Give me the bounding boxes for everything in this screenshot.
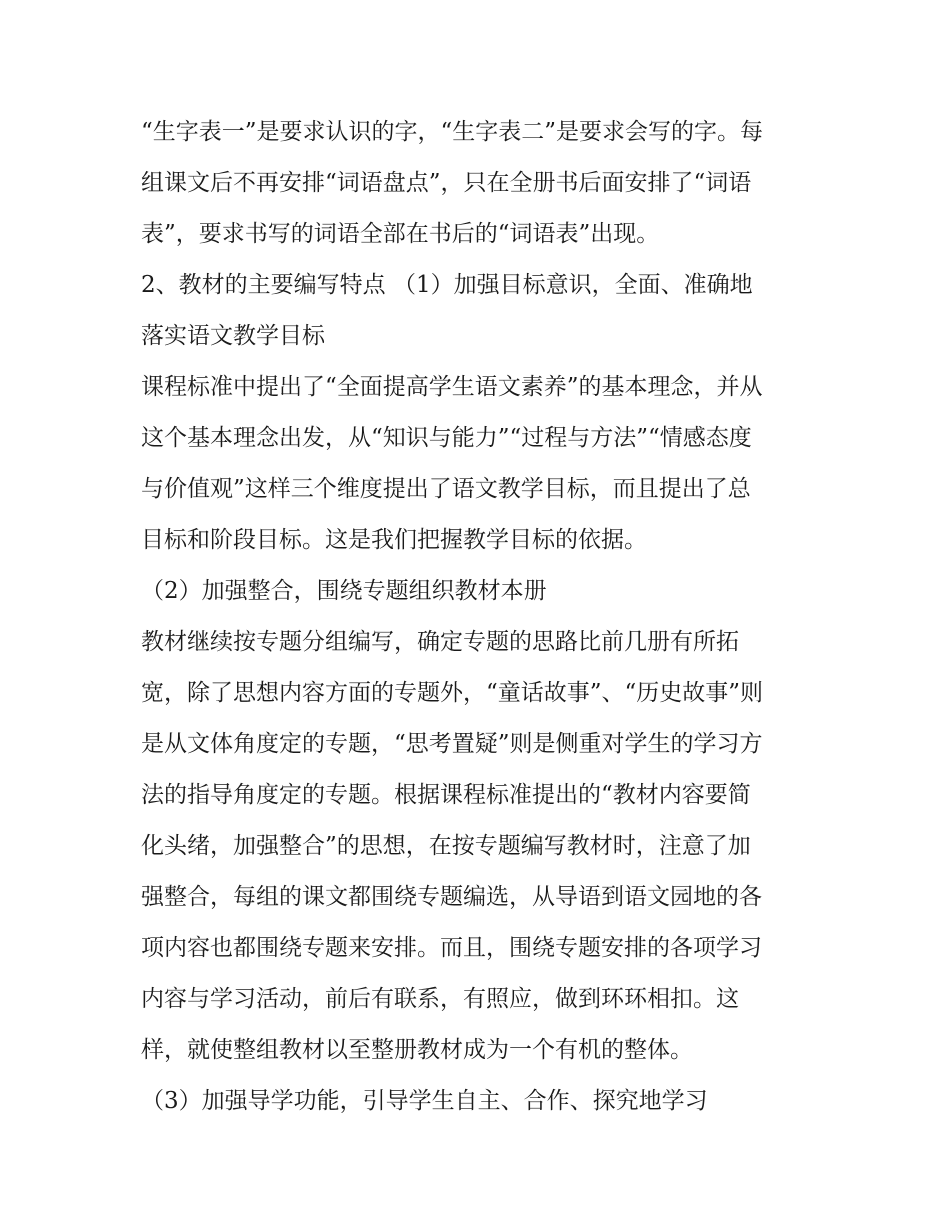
text-line: 表”，要求书写的词语全部在书后的“词语表”出现。 [141, 221, 660, 247]
text-line: 是从文体角度定的专题，“思考置疑”则是侧重对学生的学习方 [141, 731, 763, 757]
subsection-heading: （3）加强导学功能，引导学生自主、合作、探究地学习 [141, 1088, 708, 1114]
text-line: 目标和阶段目标。这是我们把握教学目标的依据。 [141, 527, 647, 553]
text-line: 与价值观”这样三个维度提出了语文教学目标，而且提出了总 [141, 476, 751, 502]
text-line: 样，就使整组教材以至整册教材成为一个有机的整体。 [141, 1037, 693, 1063]
text-line: 内容与学习活动，前后有联系，有照应，做到环环相扣。这 [141, 986, 739, 1012]
body-text [141, 107, 821, 1127]
section-heading: 2、教材的主要编写特点 （1）加强目标意识，全面、准确地 [141, 272, 753, 298]
text-line: 项内容也都围绕专题来安排。而且，围绕专题安排的各项学习 [141, 935, 762, 961]
text-line: 化头绪，加强整合”的思想，在按专题编写教材时，注意了加 [141, 833, 751, 859]
text-line: 强整合，每组的课文都围绕专题编选，从导语到语文园地的各 [141, 884, 762, 910]
text-line: 法的指导角度定的专题。根据课程标准提出的“教材内容要简 [141, 782, 751, 808]
text-line: 教材继续按专题分组编写，确定专题的思路比前几册有所拓 [141, 629, 739, 655]
section-heading-continued: 落实语文教学目标 [141, 323, 325, 349]
text-line: 课程标准中提出了“全面提高学生语文素养”的基本理念，并从 [141, 374, 763, 400]
text-line: 组课文后不再安排“词语盘点”，只在全册书后面安排了“词语 [141, 170, 752, 196]
text-line: 这个基本理念出发，从“知识与能力”“过程与方法”“情感态度 [141, 425, 752, 451]
text-line: “生字表一”是要求认识的字，“生字表二”是要求会写的字。每 [141, 119, 764, 145]
subsection-heading: （2）加强整合，围绕专题组织教材本册 [141, 578, 547, 604]
text-line: 宽，除了思想内容方面的专题外，“童话故事”、“历史故事”则 [141, 680, 764, 706]
